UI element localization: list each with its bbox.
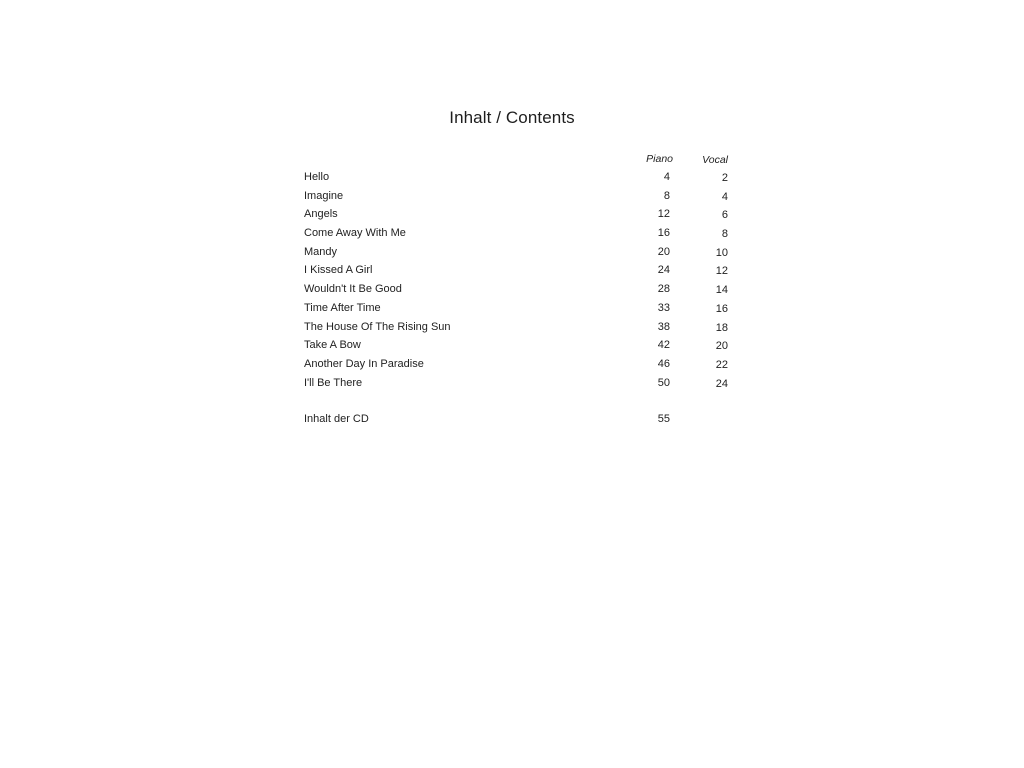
entry-title: Imagine xyxy=(304,190,347,202)
entry-piano-page: 12 xyxy=(658,205,670,224)
toc-entry[interactable] xyxy=(304,280,734,299)
cd-contents-title: Inhalt der CD xyxy=(304,413,381,425)
toc-entry[interactable] xyxy=(304,243,734,262)
vocal-column-header: Vocal xyxy=(702,154,728,166)
toc-entry[interactable] xyxy=(304,299,734,318)
entry-title: Mandy xyxy=(304,246,341,258)
column-headers xyxy=(304,150,734,166)
entry-piano-page: 4 xyxy=(664,168,670,187)
toc-entry[interactable] xyxy=(304,336,734,355)
toc-entry[interactable] xyxy=(304,224,734,243)
entry-piano-page: 28 xyxy=(658,280,670,299)
entry-vocal-page: 18 xyxy=(715,321,728,334)
entry-vocal-page: 24 xyxy=(715,377,728,390)
toc-entry[interactable] xyxy=(304,261,734,280)
entry-vocal-page: 16 xyxy=(715,302,728,315)
toc-entry[interactable] xyxy=(304,168,734,187)
entry-piano-page: 46 xyxy=(658,355,670,374)
entry-title: I'll Be There xyxy=(304,377,366,389)
entry-vocal-page: 8 xyxy=(721,228,728,241)
toc-entry[interactable] xyxy=(304,187,734,206)
entry-vocal-page: 2 xyxy=(721,172,728,184)
entry-piano-page: 24 xyxy=(658,261,670,280)
entry-piano-page: 8 xyxy=(664,187,670,206)
entry-title: Hello xyxy=(304,171,333,183)
entry-title: I Kissed A Girl xyxy=(304,264,376,276)
entry-title: Angels xyxy=(304,208,342,220)
entry-title: The House Of The Rising Sun xyxy=(304,321,455,333)
toc-entry[interactable] xyxy=(304,374,734,393)
entry-vocal-page: 14 xyxy=(715,284,728,297)
entry-vocal-page: 10 xyxy=(715,246,728,259)
entry-vocal-page: 6 xyxy=(721,209,728,222)
toc-entries xyxy=(304,168,734,392)
table-of-contents xyxy=(304,150,734,429)
piano-column-header: Piano xyxy=(646,150,673,169)
toc-entry[interactable] xyxy=(304,355,734,374)
entry-title: Come Away With Me xyxy=(304,227,410,239)
entry-title: Time After Time xyxy=(304,302,385,314)
entry-title: Wouldn't It Be Good xyxy=(304,283,406,295)
entry-vocal-page: 20 xyxy=(715,340,728,353)
entry-piano-page: 42 xyxy=(658,336,670,355)
entry-piano-page: 50 xyxy=(658,374,670,393)
toc-entry[interactable] xyxy=(304,205,734,224)
entry-piano-page: 16 xyxy=(658,224,670,243)
entry-vocal-page: 12 xyxy=(715,265,728,278)
cd-contents-page: 55 xyxy=(658,410,670,429)
page-title: Inhalt / Contents xyxy=(449,108,575,127)
entry-vocal-page: 22 xyxy=(715,358,728,371)
cd-contents-row[interactable] xyxy=(304,410,734,429)
entry-title: Another Day In Paradise xyxy=(304,358,428,370)
toc-entry[interactable] xyxy=(304,318,734,337)
entry-piano-page: 33 xyxy=(658,299,670,318)
entry-piano-page: 38 xyxy=(658,318,670,337)
entry-piano-page: 20 xyxy=(658,243,670,262)
entry-title: Take A Bow xyxy=(304,339,365,351)
entry-vocal-page: 4 xyxy=(721,190,728,203)
